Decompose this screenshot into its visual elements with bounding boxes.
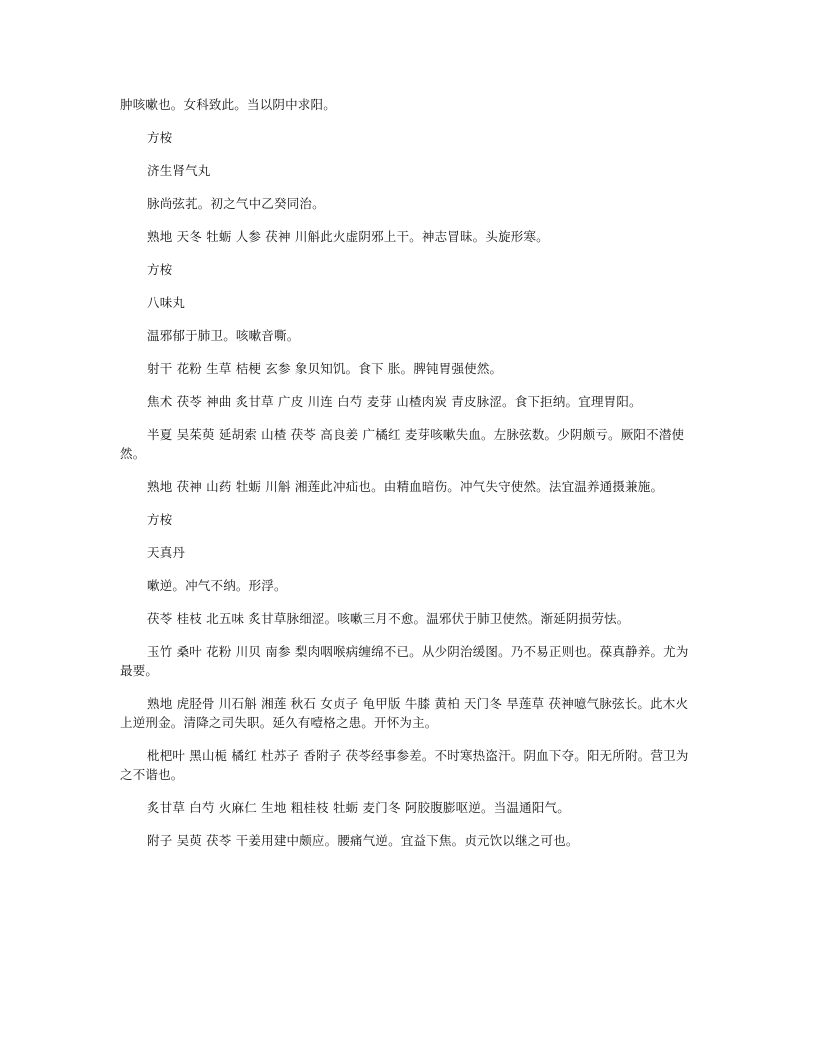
paragraph-16: 茯苓 桂枝 北五味 炙甘草脉细涩。咳嗽三月不愈。温邪伏于肺卫使然。渐延阴损劳怯。 bbox=[147, 611, 630, 626]
paragraph-13: 方桉 bbox=[147, 512, 173, 527]
document-body bbox=[120, 95, 700, 864]
paragraph-21: 附子 吴萸 茯苓 干姜用建中颇应。腰痛气逆。宜益下焦。贞元饮以继之可也。 bbox=[147, 833, 579, 848]
paragraph-2: 方桉 bbox=[147, 130, 173, 145]
paragraph-18: 熟地 虎胫骨 川石斛 湘莲 秋石 女贞子 龟甲版 牛膝 黄柏 天门冬 旱莲草 茯神噫气脉弦长。此木火上逆刑金。清降之司失职。延久有噎格之患。开怀为主。 bbox=[120, 696, 689, 730]
paragraph-19: 枇杷叶 黑山栀 橘红 杜苏子 香附子 茯苓经事参差。不时寒热盗汗。阴血下夺。阳无所附。营卫为之不谐也。 bbox=[120, 748, 689, 782]
paragraph-1: 肿咳嗽也。女科致此。当以阴中求阳。 bbox=[120, 97, 336, 112]
paragraph-15: 嗽逆。冲气不纳。形浮。 bbox=[147, 578, 287, 593]
paragraph-9: 射干 花粉 生草 桔梗 玄参 象贝知饥。食下 胀。脾钝胃强使然。 bbox=[147, 361, 503, 376]
paragraph-20: 炙甘草 白芍 火麻仁 生地 粗桂枝 牡蛎 麦门冬 阿胶腹膨呕逆。当温通阳气。 bbox=[147, 800, 570, 815]
paragraph-12: 熟地 茯神 山药 牡蛎 川斛 湘莲此冲疝也。由精血暗伤。冲气失守使然。法宜温养通摄兼施。 bbox=[147, 479, 664, 494]
paragraph-5: 熟地 天冬 牡蛎 人参 茯神 川斛此火虚阴邪上干。神志冒昧。头旋形寒。 bbox=[147, 229, 549, 244]
paragraph-6: 方桉 bbox=[147, 262, 173, 277]
paragraph-10: 焦术 茯苓 神曲 炙甘草 广皮 川连 白芍 麦芽 山楂肉炭 青皮脉涩。食下拒纳。宜理胃阳。 bbox=[147, 394, 642, 409]
paragraph-8: 温邪郁于肺卫。咳嗽音嘶。 bbox=[147, 328, 300, 343]
paragraph-17: 玉竹 桑叶 花粉 川贝 南参 梨肉咽喉病缠绵不已。从少阴治缓图。乃不易正则也。葆真静养。尤为最要。 bbox=[120, 644, 689, 678]
paragraph-3: 济生肾气丸 bbox=[147, 163, 211, 178]
paragraph-4: 脉尚弦芤。初之气中乙癸同治。 bbox=[147, 196, 325, 211]
paragraph-14: 天真丹 bbox=[147, 545, 186, 560]
paragraph-7: 八味丸 bbox=[147, 295, 186, 310]
paragraph-11: 半夏 吴茱萸 延胡索 山楂 茯苓 高良姜 广橘红 麦芽咳嗽失血。左脉弦数。少阴颇亏。厥阳不潜使然。 bbox=[120, 427, 685, 461]
